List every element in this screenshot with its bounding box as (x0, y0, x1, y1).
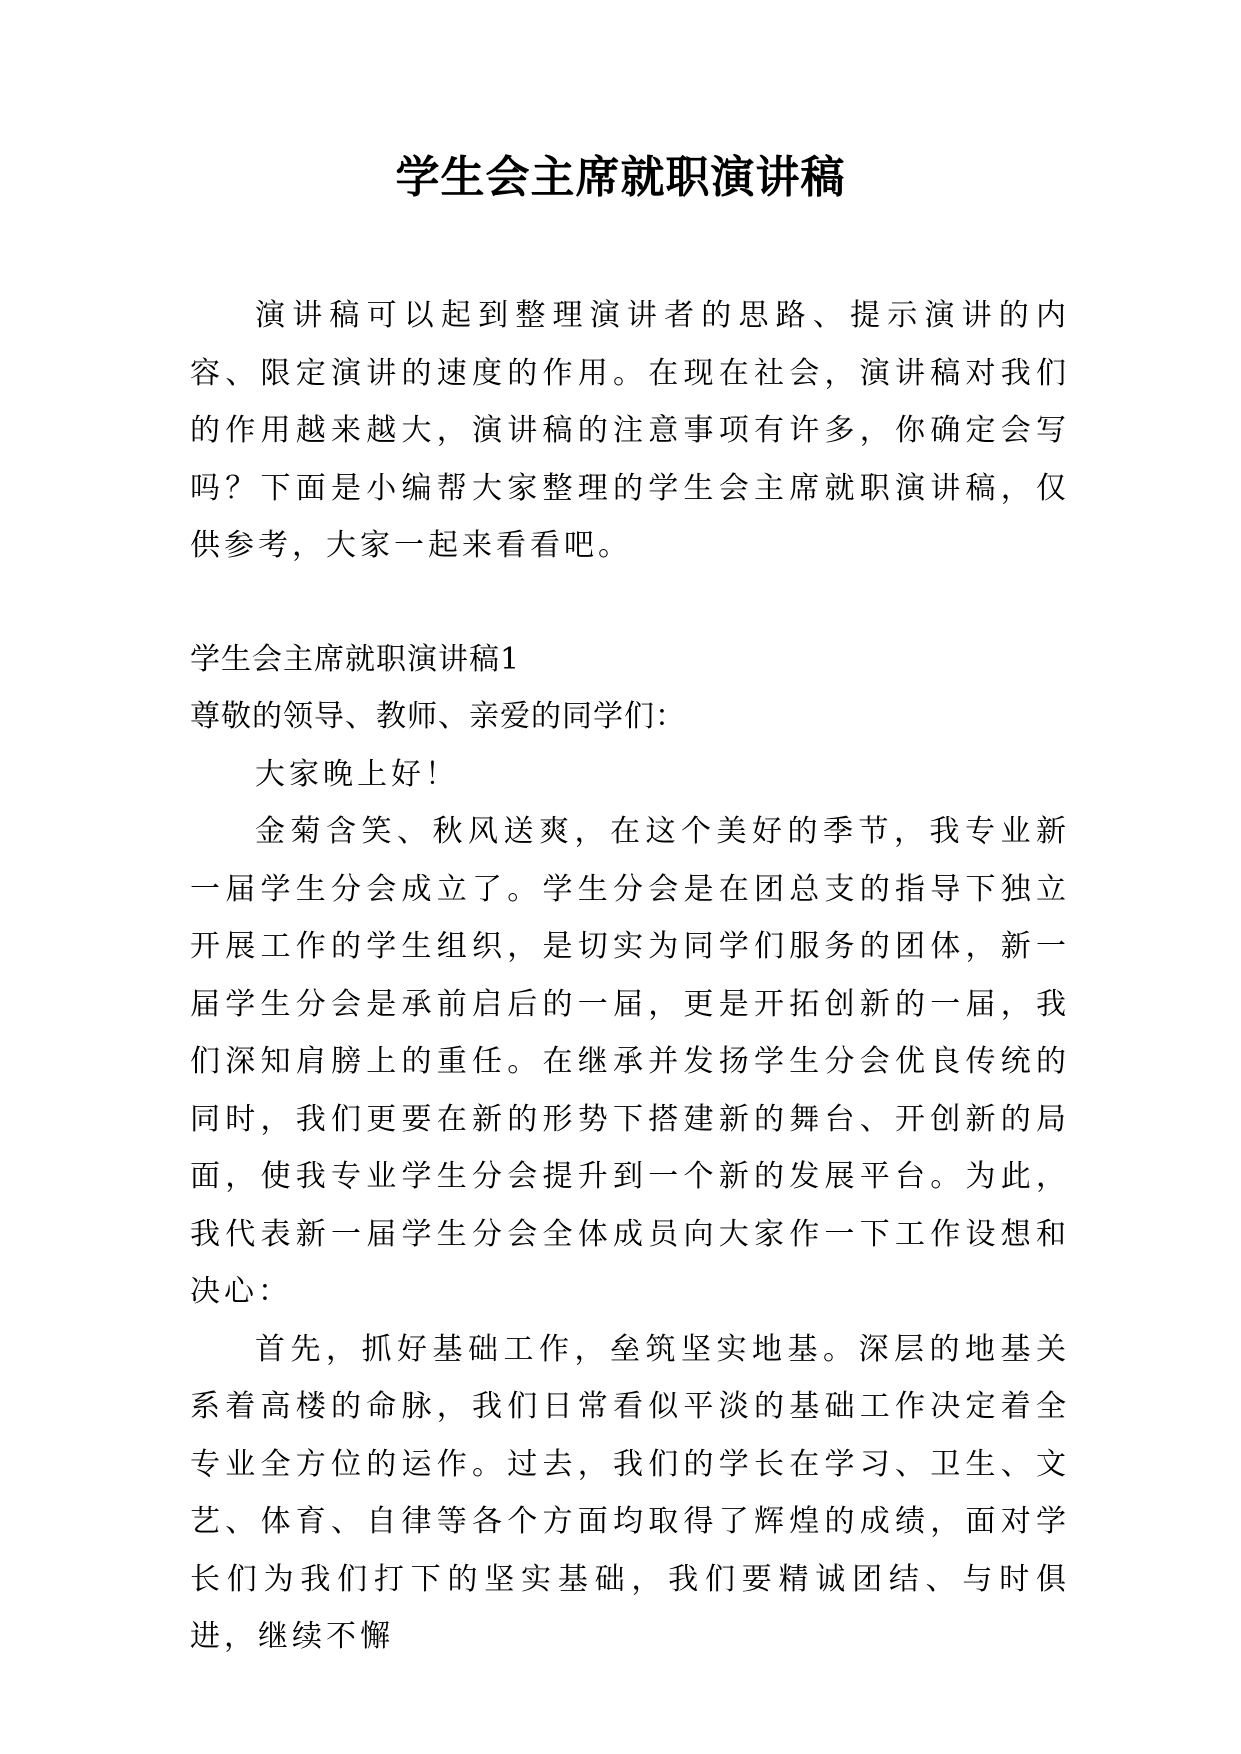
document-title: 学生会主席就职演讲稿 (395, 152, 846, 203)
body-paragraph-2: 首先，抓好基础工作，垒筑坚实地基。深层的地基关系着高楼的命脉，我们日常看似平淡的基础工作决定着全专业全方位的运作。过去，我们的学长在学习、卫生、文艺、体育、自律等各个方面均取得了辉煌的成绩，面对学长们为我们打下的坚实基础，我们要精诚团结、与时俱进，继续不懈 (190, 1331, 1070, 1654)
salutation: 尊敬的领导、教师、亲爱的同学们： (190, 699, 686, 734)
document-body (190, 287, 1070, 1666)
section-heading: 学生会主席就职演讲稿1 (190, 641, 521, 677)
body-paragraph-1: 金菊含笑、秋风送爽，在这个美好的季节，我专业新一届学生分会成立了。学生分会是在团总支的指导下独立开展工作的学生组织，是切实为同学们服务的团体，新一届学生分会是承前启后的一届，更是开拓创新的一届，我们深知肩膀上的重任。在继承并发扬学生分会优良传统的同时，我们更要在新的形势下搭建新的舞台、开创新的局面，使我专业学生分会提升到一个新的发展平台。为此，我代表新一届学生分会全体成员向大家作一下工作设想和决心： (190, 814, 1070, 1309)
intro-paragraph: 演讲稿可以起到整理演讲者的思路、提示演讲的内容、限定演讲的速度的作用。在现在社会，演讲稿对我们的作用越来越大，演讲稿的注意事项有许多，你确定会写吗？下面是小编帮大家整理的学生会主席就职演讲稿，仅供参考，大家一起来看看吧。 (190, 298, 1070, 563)
section-gap (190, 575, 1070, 631)
greeting: 大家晚上好！ (255, 756, 459, 792)
